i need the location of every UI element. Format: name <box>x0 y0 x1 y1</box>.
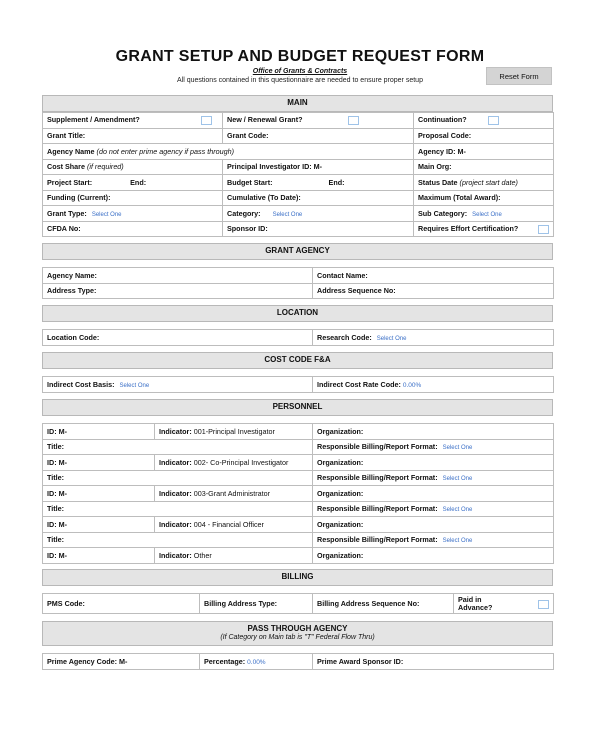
indirect-basis-select[interactable]: Select One <box>119 382 150 389</box>
percentage-field[interactable]: Percentage: 0.00% <box>200 654 313 670</box>
reset-form-button[interactable]: Reset Form <box>486 67 552 85</box>
cost-code-heading: COST CODE F&A <box>42 352 553 369</box>
person-billing-field[interactable]: Responsible Billing/Report Format: Select One <box>313 470 554 486</box>
grant-agency-section <box>42 243 553 299</box>
main-section <box>42 95 553 237</box>
funding-field[interactable]: Funding (Current): <box>43 190 223 206</box>
pass-through-table <box>42 653 554 670</box>
billing-format-select[interactable]: Select One <box>442 538 473 545</box>
person-org-field[interactable]: Organization: <box>313 455 554 471</box>
proposal-code-field[interactable]: Proposal Code: <box>414 128 554 144</box>
person-org-field[interactable]: Organization: <box>313 486 554 502</box>
supplement-field: Supplement / Amendment? <box>43 113 223 129</box>
research-code-select[interactable]: Select One <box>376 335 407 342</box>
person-title-field[interactable]: Title: <box>43 501 313 517</box>
ga-address-seq-field[interactable]: Address Sequence No: <box>313 283 554 299</box>
person-indicator: Indicator: 003-Grant Administrator <box>155 486 313 502</box>
person-indicator: Indicator: Other <box>155 548 313 564</box>
personnel-section <box>42 399 553 564</box>
category-field[interactable]: Category: Select One <box>223 206 414 222</box>
main-org-field[interactable]: Main Org: <box>414 159 554 175</box>
pms-code-field[interactable]: PMS Code: <box>43 594 200 614</box>
ga-contact-name-field[interactable]: Contact Name: <box>313 268 554 284</box>
person-org-field[interactable]: Organization: <box>313 548 554 564</box>
grant-type-field[interactable]: Grant Type: Select One <box>43 206 223 222</box>
billing-format-select[interactable]: Select One <box>442 445 473 452</box>
prime-sponsor-id-field[interactable]: Prime Award Sponsor ID: <box>313 654 554 670</box>
cost-code-table <box>42 376 554 393</box>
continuation-checkbox[interactable] <box>488 116 499 125</box>
pass-through-section <box>42 621 553 670</box>
effort-cert-checkbox[interactable] <box>538 225 549 234</box>
research-code-field[interactable]: Research Code: Select One <box>313 330 554 346</box>
billing-format-select[interactable]: Select One <box>442 476 473 483</box>
billing-heading: BILLING <box>42 569 553 586</box>
renewal-checkbox[interactable] <box>348 116 359 125</box>
cost-code-section <box>42 352 553 393</box>
person-id-field[interactable]: ID: M- <box>43 517 155 533</box>
indirect-rate-value[interactable]: 0.00% <box>402 381 422 389</box>
pass-through-subheading: (If Category on Main tab is "T" Federal Flow Thru) <box>220 634 375 642</box>
form-note: All questions contained in this questionnaire are needed to ensure proper setup <box>177 77 423 84</box>
category-select[interactable]: Select One <box>272 211 303 218</box>
person-title-field[interactable]: Title: <box>43 532 313 548</box>
billing-address-seq-field[interactable]: Billing Address Sequence No: <box>313 594 454 614</box>
person-billing-field[interactable]: Responsible Billing/Report Format: Select One <box>313 532 554 548</box>
indirect-rate-field[interactable]: Indirect Cost Rate Code: 0.00% <box>313 377 554 393</box>
maximum-field[interactable]: Maximum (Total Award): <box>414 190 554 206</box>
person-id-field[interactable]: ID: M- <box>43 455 155 471</box>
person-indicator: Indicator: 002- Co-Principal Investigator <box>155 455 313 471</box>
location-table <box>42 329 554 346</box>
grant-code-field[interactable]: Grant Code: <box>223 128 414 144</box>
grant-title-field[interactable]: Grant Title: <box>43 128 223 144</box>
person-title-field[interactable]: Title: <box>43 439 313 455</box>
indirect-basis-field[interactable]: Indirect Cost Basis: Select One <box>43 377 313 393</box>
grant-agency-table <box>42 267 554 299</box>
location-heading: LOCATION <box>42 305 553 322</box>
person-org-field[interactable]: Organization: <box>313 517 554 533</box>
budget-dates-field[interactable]: Budget Start: End: <box>223 175 414 191</box>
person-title-field[interactable]: Title: <box>43 470 313 486</box>
billing-section <box>42 569 553 614</box>
personnel-table <box>42 423 554 564</box>
paid-in-advance-checkbox[interactable] <box>538 600 549 609</box>
office-subtitle: Office of Grants & Contracts <box>252 68 348 75</box>
billing-table <box>42 593 554 614</box>
project-dates-field[interactable]: Project Start: End: <box>43 175 223 191</box>
person-indicator: Indicator: 001-Principal Investigator <box>155 424 313 440</box>
location-section <box>42 305 553 346</box>
paid-in-advance-field: Paid in Advance? <box>454 594 554 614</box>
cost-share-field[interactable]: Cost Share (if required) <box>43 159 223 175</box>
pass-through-heading: PASS THROUGH AGENCY (If Category on Main tab is "T" Federal Flow Thru) <box>42 621 553 646</box>
status-date-field[interactable]: Status Date (project start date) <box>414 175 554 191</box>
location-code-field[interactable]: Location Code: <box>43 330 313 346</box>
main-table <box>42 112 554 237</box>
agency-name-field[interactable]: Agency Name (do not enter prime agency if pass through) <box>43 144 414 160</box>
pi-id-field[interactable]: Principal Investigator ID: M- <box>223 159 414 175</box>
agency-id-field[interactable]: Agency ID: M- <box>414 144 554 160</box>
ga-address-type-field[interactable]: Address Type: <box>43 283 313 299</box>
personnel-heading: PERSONNEL <box>42 399 553 416</box>
form-title: GRANT SETUP AND BUDGET REQUEST FORM <box>115 48 485 65</box>
person-indicator: Indicator: 004 - Financial Officer <box>155 517 313 533</box>
supplement-checkbox[interactable] <box>201 116 212 125</box>
person-id-field[interactable]: ID: M- <box>43 548 155 564</box>
cumulative-field[interactable]: Cumulative (To Date): <box>223 190 414 206</box>
billing-address-type-field[interactable]: Billing Address Type: <box>200 594 313 614</box>
person-id-field[interactable]: ID: M- <box>43 486 155 502</box>
renewal-field: New / Renewal Grant? <box>223 113 414 129</box>
effort-cert-field: Requires Effort Certification? <box>414 221 554 237</box>
person-org-field[interactable]: Organization: <box>313 424 554 440</box>
person-billing-field[interactable]: Responsible Billing/Report Format: Select One <box>313 439 554 455</box>
grant-type-select[interactable]: Select One <box>91 211 122 218</box>
sub-category-field[interactable]: Sub Category: Select One <box>414 206 554 222</box>
cfda-field[interactable]: CFDA No: <box>43 221 223 237</box>
prime-agency-code-field[interactable]: Prime Agency Code: M- <box>43 654 200 670</box>
main-heading: MAIN <box>42 95 553 112</box>
grant-agency-heading: GRANT AGENCY <box>42 243 553 260</box>
sub-category-select[interactable]: Select One <box>472 211 502 218</box>
billing-format-select[interactable]: Select One <box>442 507 473 514</box>
sponsor-id-field[interactable]: Sponsor ID: <box>223 221 414 237</box>
person-billing-field[interactable]: Responsible Billing/Report Format: Select One <box>313 501 554 517</box>
person-id-field[interactable]: ID: M- <box>43 424 155 440</box>
ga-agency-name-field[interactable]: Agency Name: <box>43 268 313 284</box>
percentage-value[interactable]: 0.00% <box>247 658 266 666</box>
continuation-field: Continuation? <box>414 113 554 129</box>
